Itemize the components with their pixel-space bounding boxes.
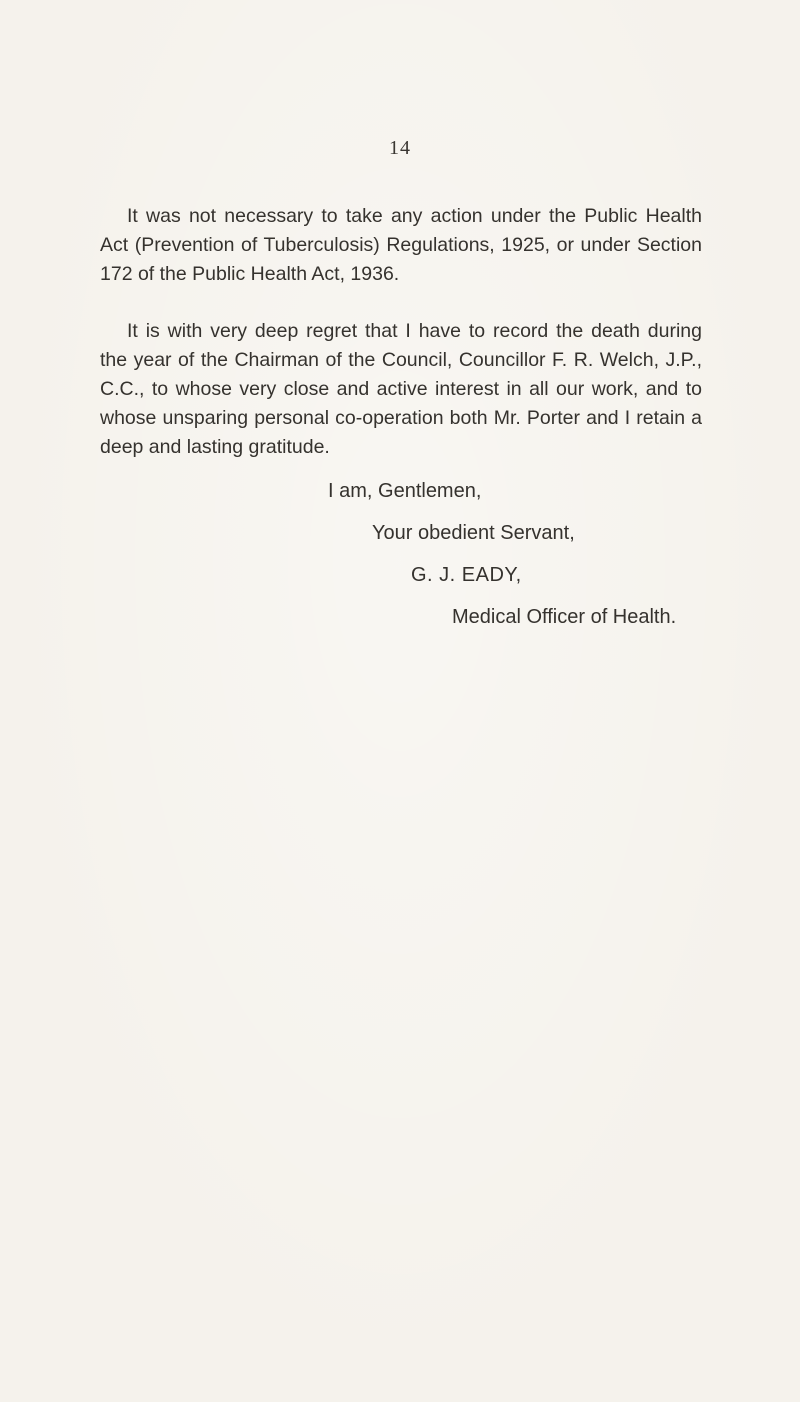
closing-salutation: I am, Gentlemen, [328, 480, 482, 502]
paragraph-chairman-death: It is with very deep regret that I have to record the death during the year of the Chairman of the Council, Councillor F. R. Welch, J.P., C.C., to whose very close and active interest in all our work, and to whose unsparing personal co-operation both Mr. Porter and I retain a deep and lasting gratitude. [100, 320, 702, 458]
page-number: 14 [389, 137, 411, 159]
closing-servant: Your obedient Servant, [372, 522, 575, 544]
signatory-title: Medical Officer of Health. [452, 606, 677, 628]
paragraph-tuberculosis-regulations: It was not necessary to take any action under the Public Health Act (Prevention of Tuberculosis) Regulations, 1925, or under Section 172 of the Public Health Act, 1936. [100, 205, 702, 285]
signatory-name: G. J. EADY, [411, 564, 522, 586]
